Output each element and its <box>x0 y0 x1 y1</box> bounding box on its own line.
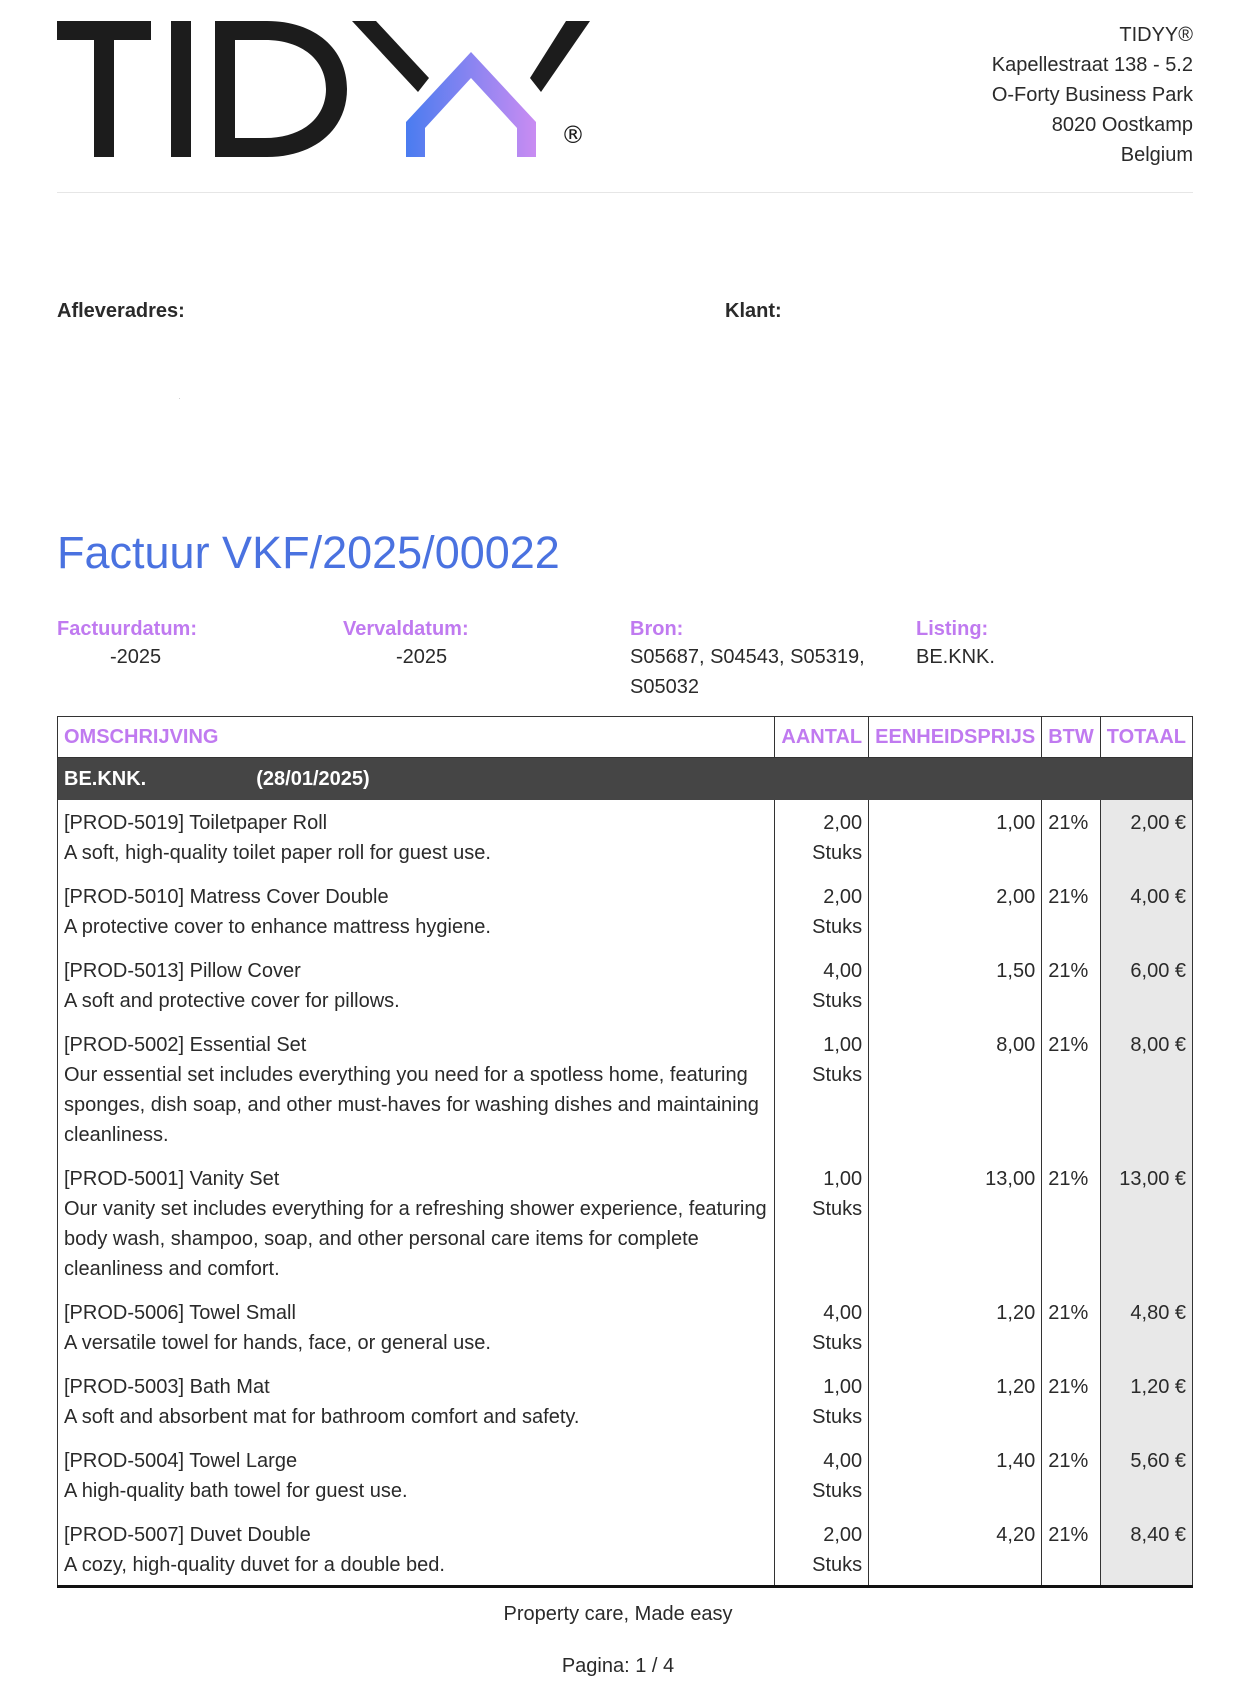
line-quantity-cell <box>775 1364 869 1438</box>
table-row <box>58 1156 1193 1290</box>
company-city: 8020 Oostkamp <box>1051 114 1193 136</box>
line-vat: 21% <box>1042 1156 1101 1290</box>
line-unit-price: 1,20 <box>869 1364 1042 1438</box>
line-unit-price: 13,00 <box>869 1156 1042 1290</box>
product-description: A protective cover to enhance mattress hygiene. <box>64 916 491 938</box>
section-listing: BE.KNK. <box>64 767 147 790</box>
line-unit: Stuks <box>812 1406 863 1428</box>
line-vat: 21% <box>1042 874 1101 948</box>
table-row <box>58 1364 1193 1438</box>
meta-value: BE.KNK. <box>916 646 995 668</box>
table-row <box>58 1290 1193 1364</box>
line-unit-price: 1,00 <box>869 800 1042 874</box>
header-description: OMSCHRIJVING <box>58 717 775 758</box>
page-current: 1 <box>635 1655 647 1677</box>
product-name: [PROD-5004] Towel Large <box>64 1450 298 1472</box>
meta-value: -2025 <box>110 646 162 668</box>
product-description: A soft and absorbent mat for bathroom comfort and safety. <box>64 1406 580 1428</box>
line-description-cell <box>58 1512 775 1587</box>
page-label: Pagina: <box>561 1655 630 1677</box>
line-quantity: 4,00 <box>823 1450 863 1472</box>
page-separator: / <box>651 1655 658 1677</box>
product-description: A soft, high-quality toilet paper roll for guest use. <box>64 842 491 864</box>
line-unit: Stuks <box>812 842 863 864</box>
line-total: 13,00 € <box>1100 1156 1192 1290</box>
page-number <box>0 1655 1236 1678</box>
page-total: 4 <box>663 1655 675 1677</box>
table-row <box>58 1438 1193 1512</box>
address-placeholder-dot <box>179 398 180 399</box>
registered-mark: ® <box>561 121 585 149</box>
line-unit-price: 1,20 <box>869 1290 1042 1364</box>
product-description: A cozy, high-quality duvet for a double bed. <box>64 1554 445 1576</box>
line-quantity-cell <box>775 1512 869 1587</box>
line-quantity: 4,00 <box>823 960 863 982</box>
line-description-cell <box>58 874 775 948</box>
product-description: A high-quality bath towel for guest use. <box>64 1480 408 1502</box>
company-country: Belgium <box>1120 144 1193 166</box>
line-quantity-cell <box>775 1156 869 1290</box>
line-total: 4,80 € <box>1100 1290 1192 1364</box>
meta-source <box>630 616 880 702</box>
line-unit: Stuks <box>812 916 863 938</box>
line-unit: Stuks <box>812 1198 863 1220</box>
line-vat: 21% <box>1042 1512 1101 1587</box>
meta-label: Factuurdatum: <box>57 618 197 640</box>
product-name: [PROD-5006] Towel Small <box>64 1302 296 1324</box>
line-vat: 21% <box>1042 1022 1101 1156</box>
delivery-address-label: Afleveradres: <box>57 300 185 322</box>
company-address <box>992 20 1193 170</box>
line-total: 8,00 € <box>1100 1022 1192 1156</box>
line-unit-price: 4,20 <box>869 1512 1042 1587</box>
line-quantity-cell <box>775 1438 869 1512</box>
line-quantity: 2,00 <box>823 812 863 834</box>
line-unit-price: 2,00 <box>869 874 1042 948</box>
line-quantity: 1,00 <box>823 1168 863 1190</box>
product-name: [PROD-5001] Vanity Set <box>64 1168 280 1190</box>
line-description-cell <box>58 1290 775 1364</box>
line-vat: 21% <box>1042 1290 1101 1364</box>
line-unit: Stuks <box>812 990 863 1012</box>
line-quantity: 1,00 <box>823 1376 863 1398</box>
meta-value: S05687, S04543, S05319, S05032 <box>630 646 865 698</box>
table-row <box>58 874 1193 948</box>
line-description-cell <box>58 1364 775 1438</box>
line-description-cell <box>58 948 775 1022</box>
product-name: [PROD-5003] Bath Mat <box>64 1376 270 1398</box>
table-row <box>58 948 1193 1022</box>
line-description-cell <box>58 800 775 874</box>
line-vat: 21% <box>1042 948 1101 1022</box>
line-quantity-cell <box>775 800 869 874</box>
header-quantity: AANTAL <box>775 717 869 758</box>
line-quantity-cell <box>775 874 869 948</box>
line-description-cell <box>58 1438 775 1512</box>
line-total: 1,20 € <box>1100 1364 1192 1438</box>
table-row <box>58 1022 1193 1156</box>
product-description: A versatile towel for hands, face, or general use. <box>64 1332 491 1354</box>
line-vat: 21% <box>1042 1364 1101 1438</box>
invoice-lines-table <box>57 716 1193 1587</box>
line-quantity-cell <box>775 1022 869 1156</box>
invoice-title: Factuur VKF/2025/00022 <box>57 527 560 578</box>
line-unit: Stuks <box>812 1480 863 1502</box>
line-quantity: 1,00 <box>823 1034 863 1056</box>
product-name: [PROD-5019] Toiletpaper Roll <box>64 812 328 834</box>
line-vat: 21% <box>1042 1438 1101 1512</box>
meta-value: -2025 <box>396 646 448 668</box>
product-description: Our essential set includes everything you need for a spotless home, featuring sponges, dish soap, and other must-haves for washing dishes and maintaining cleanliness. <box>64 1064 759 1146</box>
table-header-row <box>58 717 1193 758</box>
line-unit-price: 8,00 <box>869 1022 1042 1156</box>
meta-label: Listing: <box>916 618 989 640</box>
line-unit-price: 1,50 <box>869 948 1042 1022</box>
line-quantity: 2,00 <box>823 886 863 908</box>
header-total: TOTAAL <box>1100 717 1192 758</box>
footer-divider <box>57 1585 1193 1588</box>
line-quantity: 4,00 <box>823 1302 863 1324</box>
product-description: A soft and protective cover for pillows. <box>64 990 400 1012</box>
line-total: 4,00 € <box>1100 874 1192 948</box>
line-vat: 21% <box>1042 800 1101 874</box>
company-name: TIDYY® <box>1119 24 1193 46</box>
line-quantity: 2,00 <box>823 1524 863 1546</box>
product-name: [PROD-5013] Pillow Cover <box>64 960 301 982</box>
company-street: Kapellestraat 138 - 5.2 <box>991 54 1193 76</box>
table-row <box>58 1512 1193 1587</box>
footer-tagline: Property care, Made easy <box>503 1603 733 1625</box>
line-description-cell <box>58 1022 775 1156</box>
company-park: O-Forty Business Park <box>991 84 1193 106</box>
meta-due-date <box>343 616 603 672</box>
meta-label: Vervaldatum: <box>343 618 469 640</box>
customer-label: Klant: <box>725 300 782 322</box>
line-unit: Stuks <box>812 1554 863 1576</box>
product-name: [PROD-5002] Essential Set <box>64 1034 307 1056</box>
table-row <box>58 800 1193 874</box>
line-unit: Stuks <box>812 1332 863 1354</box>
line-total: 2,00 € <box>1100 800 1192 874</box>
product-description: Our vanity set includes everything for a refreshing shower experience, featuring body wash, shampoo, soap, and other personal care items for complete cleanliness and comfort. <box>64 1198 767 1280</box>
tidyy-logo <box>57 14 657 164</box>
line-quantity-cell <box>775 948 869 1022</box>
product-name: [PROD-5007] Duvet Double <box>64 1524 311 1546</box>
section-row <box>58 758 1193 801</box>
line-unit-price: 1,40 <box>869 1438 1042 1512</box>
line-quantity-cell <box>775 1290 869 1364</box>
meta-label: Bron: <box>630 618 684 640</box>
line-unit: Stuks <box>812 1064 863 1086</box>
header-unit-price: EENHEIDSPRIJS <box>869 717 1042 758</box>
header-divider <box>57 192 1193 193</box>
header-vat: BTW <box>1042 717 1101 758</box>
line-total: 6,00 € <box>1100 948 1192 1022</box>
section-date: (28/01/2025) <box>256 767 370 790</box>
line-description-cell <box>58 1156 775 1290</box>
meta-invoice-date <box>57 616 317 672</box>
product-name: [PROD-5010] Matress Cover Double <box>64 886 389 908</box>
line-total: 8,40 € <box>1100 1512 1192 1587</box>
line-total: 5,60 € <box>1100 1438 1192 1512</box>
meta-listing <box>916 616 1176 672</box>
